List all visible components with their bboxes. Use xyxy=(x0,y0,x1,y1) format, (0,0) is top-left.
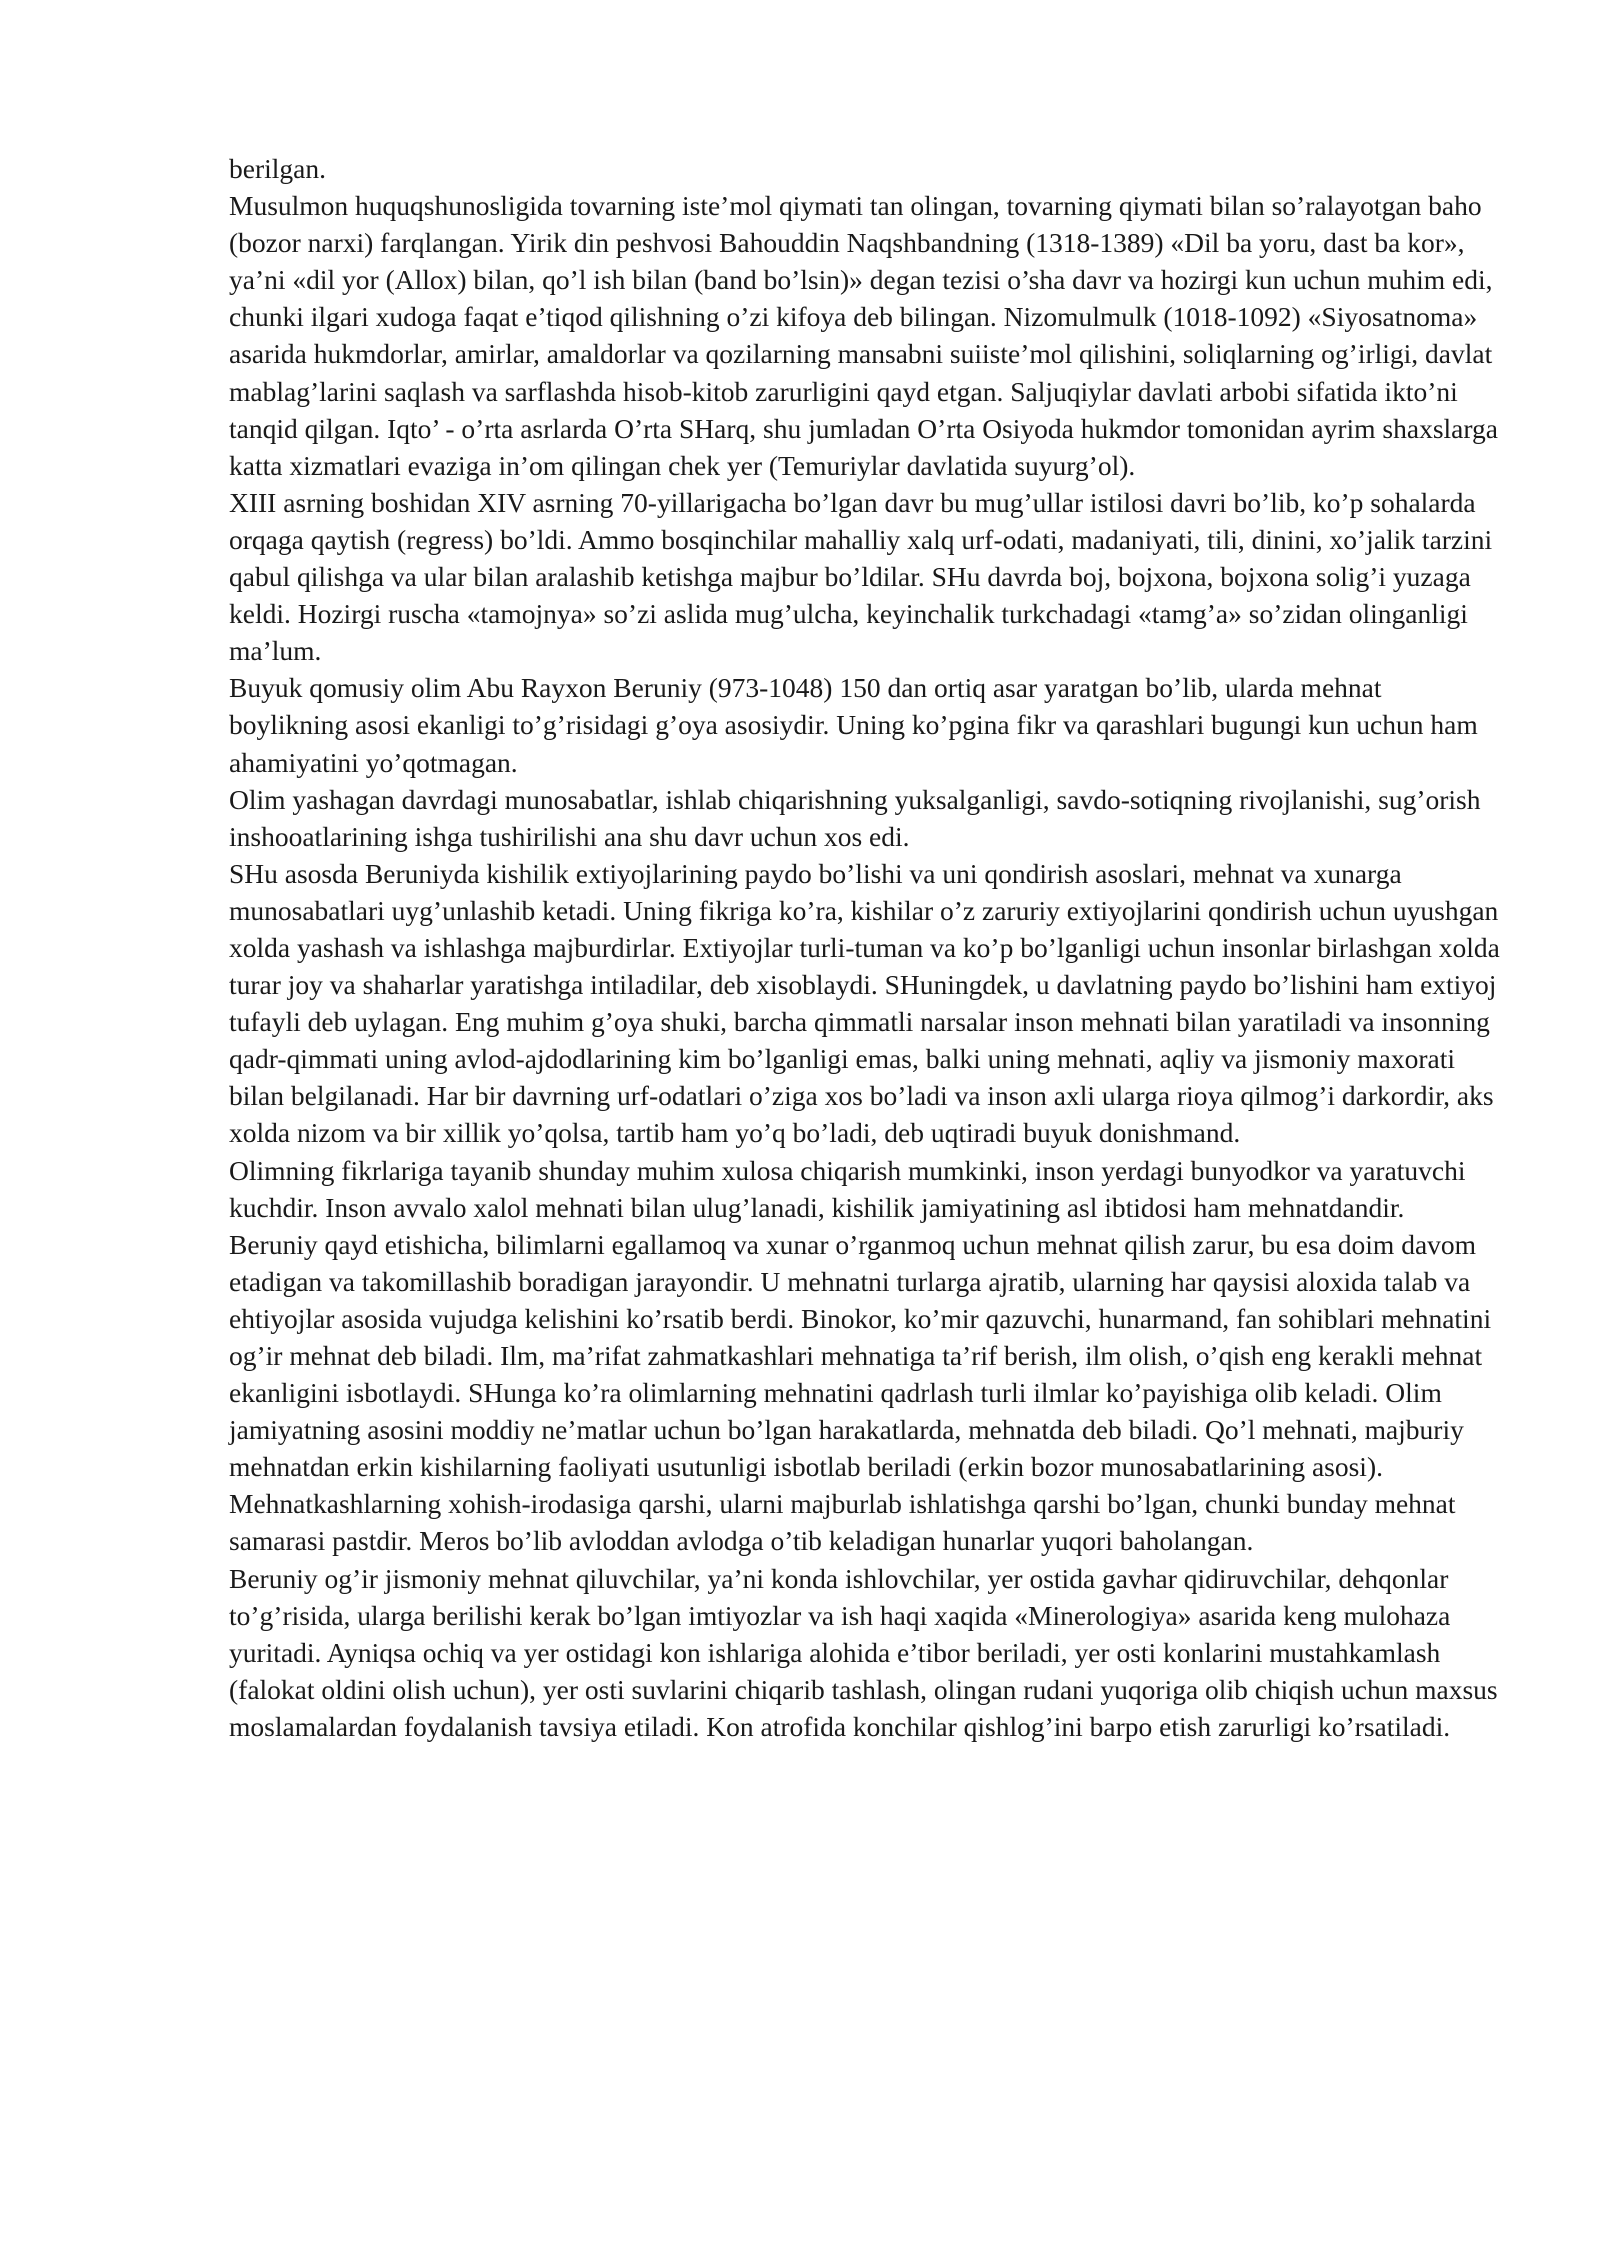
paragraph: XIII asrning boshidan XIV asrning 70-yillarigacha bo’lgan davr bu mug’ullar istilosi davri bo’lib, ko’p sohalarda orqaga qaytish (regress) bo’ldi. Ammo bosqinchilar mahalliy xalq urf-odati, madaniyati, tili, dinini, xo’jalik tarzini qabul qilishga va ular bilan aralashib ketishga majbur bo’ldilar. SHu davrda boj, bojxona, bojxona solig’i yuzaga keldi. Hozirgi ruscha «tamojnya» so’zi aslida mug’ulcha, keyinchalik turkchadagi «tamg’a» so’zidan olinganligi ma’lum. xyxy=(229,486,1493,667)
paragraph: Musulmon huquqshunosligida tovarning iste’mol qiymati tan olingan, tovarning qiymati bilan so’ralayotgan baho (bozor narxi) farqlangan. Yirik din peshvosi Bahouddin Naqshbandning (1318-1389) «Dil ba yoru, dast ba kor», ya’ni «dil yor (Allox) bilan, qo’l ish bilan (band bo’lsin)» degan tezisi o’sha davr va hozirgi kun uchun muhim edi, chunki ilgari xudoga faqat e’tiqod qilishning o’zi kifoya deb bilingan. Nizomulmulk (1018-1092) «Siyosatnoma» asarida hukmdorlar, amirlar, amaldorlar va qozilarning mansabni suiiste’mol qilishini, soliqlarning og’irligi, davlat mablag’larini saqlash va sarflashda hisob-kitob zarurligini qayd etgan. Saljuqiylar davlati arbobi sifatida ikto’ni tanqid qilgan. Iqto’ - o’rta asrlarda O’rta SHarq, shu jumladan O’rta Osiyoda hukmdor tomonidan ayrim shaxslarga katta xizmatlari evaziga in’om qilingan chek yer (Temuriylar davlatida suyurg’ol). xyxy=(229,190,1499,481)
paragraph: Olimning fikrlariga tayanib shunday muhim xulosa chiqarish mumkinki, inson yerdagi bunyodkor va yaratuvchi kuchdir. Inson avvalo xalol mehnati bilan ulug’lanadi, kishilik jamiyatining asl ibtidosi ham mehnatdandir. xyxy=(229,1154,1466,1223)
paragraph: Olim yashagan davrdagi munosabatlar, ishlab chiqarishning yuksalganligi, savdo-sotiqning rivojlanishi, sug’orish inshooatlarining ishga tushirilishi ana shu davr uchun xos edi. xyxy=(229,783,1481,852)
paragraph: Beruniy og’ir jismoniy mehnat qiluvchilar, ya’ni konda ishlovchilar, yer ostida gavhar qidiruvchilar, dehqonlar to’g’risida, ularga berilishi kerak bo’lgan imtiyozlar va ish haqi xaqida «Minerologiya» asarida keng mulohaza yuritadi. Ayniqsa ochiq va yer ostidagi kon ishlariga alohida e’tibor beriladi, yer osti konlarini mustahkamlash (falokat oldini olish uchun), yer osti suvlarini chiqarib tashlash, olingan rudani yuqoriga olib chiqish uchun maxsus moslamalardan foydalanish tavsiya etiladi. Kon atrofida konchilar qishlog’ini barpo etish zarurligi ko’rsatiladi. xyxy=(229,1562,1498,1742)
paragraph: berilgan. xyxy=(229,153,326,184)
paragraph: SHu asosda Beruniyda kishilik extiyojlarining paydo bo’lishi va uni qondirish asoslari, mehnat va xunarga munosabatlari uyg’unlashib ketadi. Uning fikriga ko’ra, kishilar o’z zaruriy extiyojlarini qondirish uchun uyushgan xolda yashash va ishlashga majburdirlar. Extiyojlar turli-tuman va ko’p bo’lganligi uchun insonlar birlashgan xolda turar joy va shaharlar yaratishga intiladilar, deb xisoblaydi. SHuningdek, u davlatning paydo bo’lishini ham extiyoj tufayli deb uylagan. Eng muhim g’oya shuki, barcha qimmatli narsalar inson mehnati bilan yaratiladi va insonning qadr-qimmati uning avlod-ajdodlarining kim bo’lganligi emas, balki uning mehnati, aqliy va jismoniy maxorati bilan belgilanadi. Har bir davrning urf-odatlari o’ziga xos bo’ladi va inson axli ularga rioya qilmog’i darkordir, aks xolda nizom va bir xillik yo’qolsa, tartib ham yo’q bo’ladi, deb uqtiradi buyuk donishmand. xyxy=(229,857,1500,1149)
paragraph: Beruniy qayd etishicha, bilimlarni egallamoq va xunar o’rganmoq uchun mehnat qilish zarur, bu esa doim davom etadigan va takomillashib boradigan jarayondir. U mehnatni turlarga ajratib, ularning har qaysisi aloxida talab va ehtiyojlar asosida vujudga kelishini ko’rsatib berdi. Binokor, ko’mir qazuvchi, hunarmand, fan sohiblari mehnatini og’ir mehnat deb biladi. Ilm, ma’rifat zahmatkashlari mehnatiga ta’rif berish, ilm olish, o’qish eng kerakli mehnat ekanligini isbotlaydi. SHunga ko’ra olimlarning mehnatini qadrlash turli ilmlar ko’payishiga olib keladi. Olim jamiyatning asosini moddiy ne’matlar uchun bo’lgan harakatlarda, mehnatda deb biladi. Qo’l mehnati, majburiy mehnatdan erkin kishilarning faoliyati usutunligi isbotlab beriladi (erkin bozor munosabatlarining asosi). Mehnatkashlarning xohish-irodasiga qarshi, ularni majburlab ishlatishga qarshi bo’lgan, chunki bunday mehnat samarasi pastdir. Meros bo’lib avloddan avlodga o’tib keladigan hunarlar yuqori baholangan. xyxy=(229,1228,1492,1557)
paragraph: Buyuk qomusiy olim Abu Rayxon Beruniy (973-1048) 150 dan ortiq asar yaratgan bo’lib, ularda mehnat boylikning asosi ekanligi to’g’risidagi g’oya asosiydir. Uning ko’pgina fikr va qarashlari bugungi kun uchun ham ahamiyatini yo’qotmagan. xyxy=(229,672,1478,778)
document-body xyxy=(229,150,1501,1745)
